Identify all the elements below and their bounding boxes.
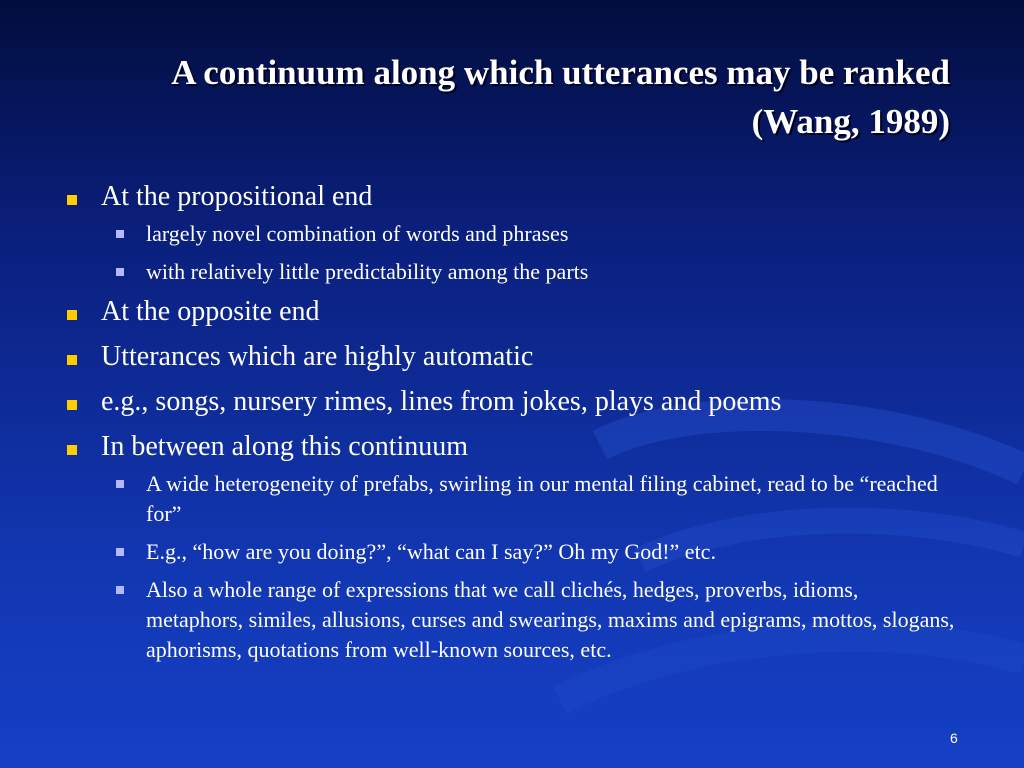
bullet-text: In between along this continuum xyxy=(101,431,469,462)
yellow-square-bullet-icon xyxy=(67,310,77,320)
bullet-item-level-2 xyxy=(60,575,960,665)
bullet-item-level-2 xyxy=(60,537,960,567)
bullet-text: with relatively little predictability among the parts xyxy=(146,259,589,284)
lavender-square-bullet-icon xyxy=(116,480,124,488)
bullet-text: At the propositional end xyxy=(101,181,373,212)
lavender-square-bullet-icon xyxy=(116,586,124,594)
bullet-item-level-2 xyxy=(60,469,960,529)
bullet-item-level-1 xyxy=(60,430,960,464)
bullet-text: E.g., “how are you doing?”, “what can I say?” Oh my God!” etc. xyxy=(146,539,716,564)
bullet-text: Utterances which are highly automatic xyxy=(101,341,534,372)
bullet-item-level-1 xyxy=(60,180,960,214)
bullet-text: A wide heterogeneity of prefabs, swirling in our mental filing cabinet, read to be “reached for” xyxy=(146,471,938,526)
page-number: 6 xyxy=(950,730,958,746)
yellow-square-bullet-icon xyxy=(67,445,77,455)
slide-title-line-1: A continuum along which utterances may be ranked xyxy=(171,53,950,92)
lavender-square-bullet-icon xyxy=(116,268,124,276)
bullet-item-level-1 xyxy=(60,340,960,374)
bullet-text: Also a whole range of expressions that we call clichés, hedges, proverbs, idioms, metaphors, similes, allusions, curses and swearings, maxims and epigrams, mottos, slogans, aphorisms, quotations from well-known sources, etc. xyxy=(146,577,955,662)
bullet-text: e.g., songs, nursery rimes, lines from jokes, plays and poems xyxy=(101,386,782,417)
slide-title xyxy=(60,48,950,146)
slide-title-line-2: (Wang, 1989) xyxy=(751,102,950,141)
bullet-item-level-2 xyxy=(60,257,960,287)
bullet-item-level-1 xyxy=(60,295,960,329)
lavender-square-bullet-icon xyxy=(116,548,124,556)
bullet-list xyxy=(60,180,960,673)
yellow-square-bullet-icon xyxy=(67,400,77,410)
bullet-item-level-2 xyxy=(60,219,960,249)
bullet-item-level-1 xyxy=(60,385,960,419)
yellow-square-bullet-icon xyxy=(67,355,77,365)
bullet-text: largely novel combination of words and phrases xyxy=(146,221,569,246)
yellow-square-bullet-icon xyxy=(67,195,77,205)
lavender-square-bullet-icon xyxy=(116,230,124,238)
bullet-text: At the opposite end xyxy=(101,296,320,327)
